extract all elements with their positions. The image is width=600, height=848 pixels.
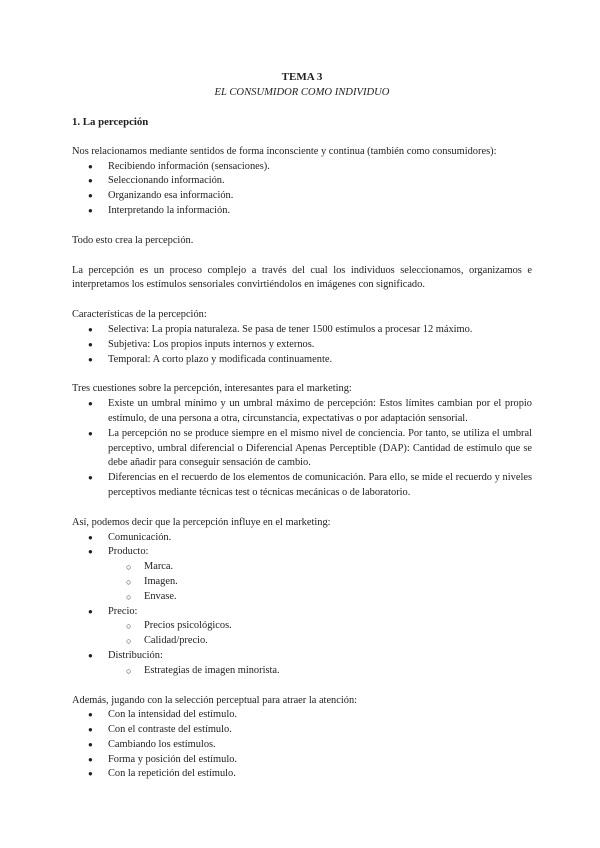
- intro-list: [72, 160, 532, 219]
- sublist-item: ○ Envase.: [72, 590, 532, 605]
- list-item: ● Con el contraste del estímulo.: [72, 723, 532, 738]
- list-item: ● Selectiva: La propia naturaleza. Se pasa de tener 1500 estímulos a procesar 12 máximo.: [72, 323, 532, 338]
- summary-paragraph: Todo esto crea la percepción.: [72, 234, 194, 246]
- list-item: ● Con la intensidad del estímulo.: [72, 708, 532, 723]
- list-item: ● Precio:: [72, 605, 532, 620]
- definition-paragraph: La percepción es un proceso complejo a través del cual los individuos seleccionamos, organizamos e interpretamos los estímulos sensoriales convirtiéndolos en imágenes con significado.: [72, 264, 532, 291]
- list-item: ● Comunicación.: [72, 531, 532, 546]
- list-item: ● Con la repetición del estímulo.: [72, 767, 532, 782]
- list-item: ● La percepción no se produce siempre en el mismo nivel de conciencia. Por tanto, se utiliza el umbral perceptivo, umbral diferencial o Diferencial Apenas Perceptible (DAP): Cantidad de estímulo que se debe añadir para conseguir sensación de cambio.: [72, 427, 532, 471]
- sublist-item: ○ Imagen.: [72, 575, 532, 590]
- attention-list: [72, 708, 532, 782]
- list-item: ● Cambiando los estímulos.: [72, 738, 532, 753]
- list-item: ● Temporal: A corto plazo y modificada continuamente.: [72, 353, 532, 368]
- sublist-item: ○ Calidad/precio.: [72, 634, 532, 649]
- influence-list-cont2: [72, 649, 532, 664]
- attention-label: Además, jugando con la selección perceptual para atraer la atención:: [72, 694, 358, 706]
- list-item: ● Subjetiva: Los propios inputs internos y externos.: [72, 338, 532, 353]
- questions-label: Tres cuestiones sobre la percepción, interesantes para el marketing:: [72, 383, 352, 395]
- list-item: ● Recibiendo información (sensaciones).: [72, 160, 532, 175]
- list-item: [72, 545, 532, 560]
- influence-label: Así, podemos decir que la percepción influye en el marketing:: [72, 516, 331, 528]
- producto-sublist: [72, 560, 532, 604]
- document-title: TEMA 3: [281, 71, 323, 83]
- characteristics-label: Características de la percepción:: [72, 309, 207, 321]
- sublist-item: ○ Marca.: [72, 560, 532, 575]
- sublist-item: ○ Estrategias de imagen minorista.: [72, 664, 532, 679]
- list-item: ● Distribución:: [72, 649, 532, 664]
- influence-list-cont: [72, 605, 532, 620]
- influence-list: [72, 531, 532, 561]
- sublist-item: ○ Precios psicológicos.: [72, 619, 532, 634]
- document-page: [72, 70, 532, 782]
- precio-sublist: [72, 619, 532, 649]
- intro-paragraph: Nos relacionamos mediante sentidos de forma inconsciente y continua (también como consumidores):: [72, 145, 497, 157]
- list-item: ● Existe un umbral mínimo y un umbral máximo de percepción: Estos límites cambian por el propio estímulo, de una persona a otra, circunstancia, expectativas o por adaptación sensorial.: [72, 397, 532, 427]
- document-subtitle: EL CONSUMIDOR COMO INDIVIDUO: [214, 87, 390, 98]
- characteristics-list: [72, 323, 532, 367]
- questions-list: [72, 397, 532, 501]
- list-item: ● Organizando esa información.: [72, 189, 532, 204]
- list-item: ● Seleccionando información.: [72, 174, 532, 189]
- list-item: ● Diferencias en el recuerdo de los elementos de comunicación. Para ello, se mide el recuerdo y niveles perceptivos mediante técnicas test o técnicas mecánicas o de laboratorio.: [72, 471, 532, 501]
- list-item: ● Forma y posición del estímulo.: [72, 753, 532, 768]
- list-item-label: Producto:: [108, 546, 149, 558]
- list-item: ● Interpretando la información.: [72, 204, 532, 219]
- distribucion-sublist: [72, 664, 532, 679]
- section-heading: 1. La percepción: [72, 116, 149, 128]
